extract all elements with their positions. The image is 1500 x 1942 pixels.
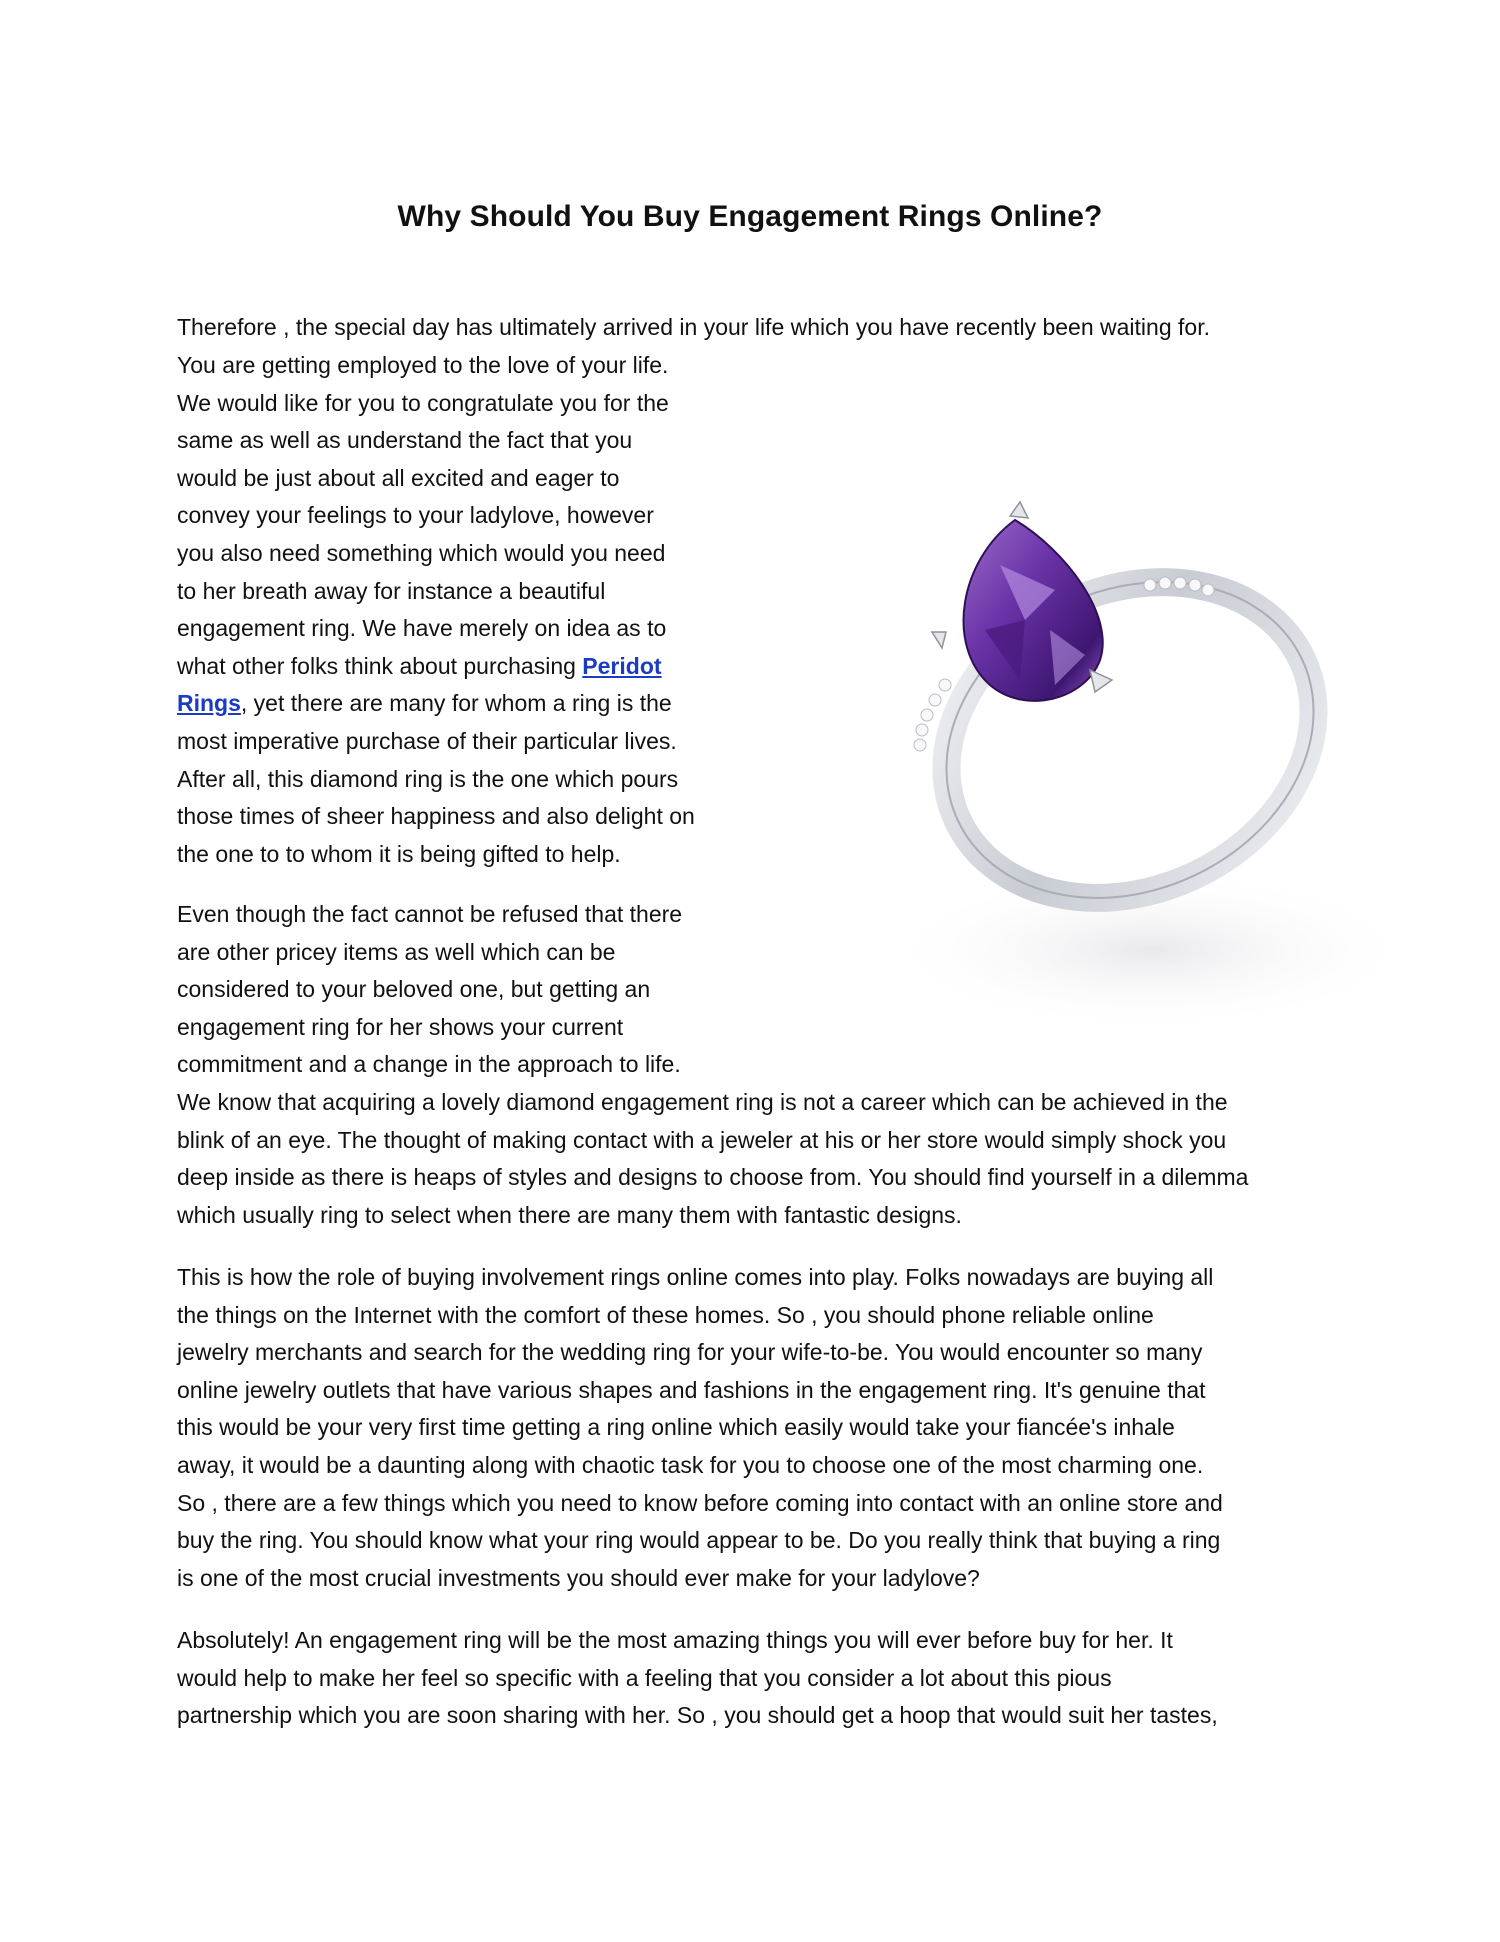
text-line: are other pricey items as well which can be bbox=[177, 938, 616, 965]
text-line: which usually ring to select when there are many them with fantastic designs. bbox=[177, 1201, 962, 1228]
text-line: the things on the Internet with the comfort of these homes. So , you should phone reliable online bbox=[177, 1301, 1154, 1328]
text-line: blink of an eye. The thought of making contact with a jeweler at his or her store would simply shock you bbox=[177, 1126, 1227, 1153]
text-line: So , there are a few things which you need to know before coming into contact with an online store and bbox=[177, 1489, 1223, 1516]
text-line: engagement ring. We have merely on idea as to bbox=[177, 615, 667, 642]
text-line: the one to to whom it is being gifted to help. bbox=[177, 840, 621, 867]
link-line-2 bbox=[177, 685, 737, 723]
text-line: Even though the fact cannot be refused that there bbox=[177, 901, 683, 927]
text-line: is one of the most crucial investments you should ever make for your ladylove? bbox=[177, 1564, 980, 1591]
paragraph-4 bbox=[177, 1622, 1337, 1735]
link-line-suffix: , yet there are many for whom a ring is the bbox=[240, 690, 672, 717]
text-line: convey your feelings to your ladylove, however bbox=[177, 502, 654, 529]
text-line: buy the ring. You should know what your ring would appear to be. Do you really think that buying a ring bbox=[177, 1527, 1221, 1554]
text-line: would be just about all excited and eager to bbox=[177, 464, 620, 491]
text-line: same as well as understand the fact that you bbox=[177, 427, 633, 454]
paragraph-1-column bbox=[177, 347, 737, 873]
amethyst-ring-illustration bbox=[850, 480, 1410, 1060]
text-line: partnership which you are soon sharing with her. So , you should get a hoop that would suit her tastes, bbox=[177, 1702, 1218, 1729]
link-line bbox=[177, 648, 737, 686]
text-line: We know that acquiring a lovely diamond engagement ring is not a career which can be achieved in the bbox=[177, 1089, 1228, 1115]
text-line: We would like for you to congratulate you for the bbox=[177, 389, 669, 416]
text-line: considered to your beloved one, but getting an bbox=[177, 976, 651, 1003]
peridot-rings-link-part-2[interactable]: Rings bbox=[177, 690, 241, 717]
text-line: deep inside as there is heaps of styles and designs to choose from. You should find yourself in a dilemma bbox=[177, 1164, 1249, 1191]
intro-line: Therefore , the special day has ultimately arrived in your life which you have recently been waiting for. bbox=[177, 314, 1210, 340]
text-line: jewelry merchants and search for the wedding ring for your wife-to-be. You would encounter so many bbox=[177, 1339, 1203, 1366]
text-line: engagement ring for her shows your current bbox=[177, 1013, 624, 1040]
text-line: those times of sheer happiness and also delight on bbox=[177, 803, 695, 830]
text-line: This is how the role of buying involvement rings online comes into play. Folks nowadays are buying all bbox=[177, 1264, 1214, 1290]
text-line: would help to make her feel so specific with a feeling that you consider a lot about this pious bbox=[177, 1664, 1112, 1691]
text-line: to her breath away for instance a beautiful bbox=[177, 577, 606, 604]
paragraph-2-full bbox=[177, 1084, 1337, 1234]
text-line: this would be your very first time getting a ring online which easily would take your fiancée's inhale bbox=[177, 1414, 1175, 1441]
text-line: After all, this diamond ring is the one which pours bbox=[177, 765, 679, 792]
text-line: away, it would be a daunting along with chaotic task for you to choose one of the most charming one. bbox=[177, 1451, 1204, 1478]
peridot-rings-link-part-1[interactable]: Peridot bbox=[582, 652, 662, 679]
text-line: You are getting employed to the love of your life. bbox=[177, 352, 669, 378]
page-title: Why Should You Buy Engagement Rings Online? bbox=[397, 200, 1103, 234]
text-line: Absolutely! An engagement ring will be the most amazing things you will ever before buy for her. It bbox=[177, 1627, 1173, 1653]
paragraph-2-column bbox=[177, 896, 737, 1084]
text-line: commitment and a change in the approach to life. bbox=[177, 1051, 681, 1078]
text-line: you also need something which would you need bbox=[177, 539, 666, 566]
link-line-prefix: what other folks think about purchasing bbox=[177, 652, 583, 679]
text-line: most imperative purchase of their particular lives. bbox=[177, 727, 677, 754]
paragraph-3 bbox=[177, 1259, 1337, 1597]
text-line: online jewelry outlets that have various shapes and fashions in the engagement ring. It's genuine that bbox=[177, 1376, 1206, 1403]
ring-image bbox=[850, 480, 1410, 1060]
